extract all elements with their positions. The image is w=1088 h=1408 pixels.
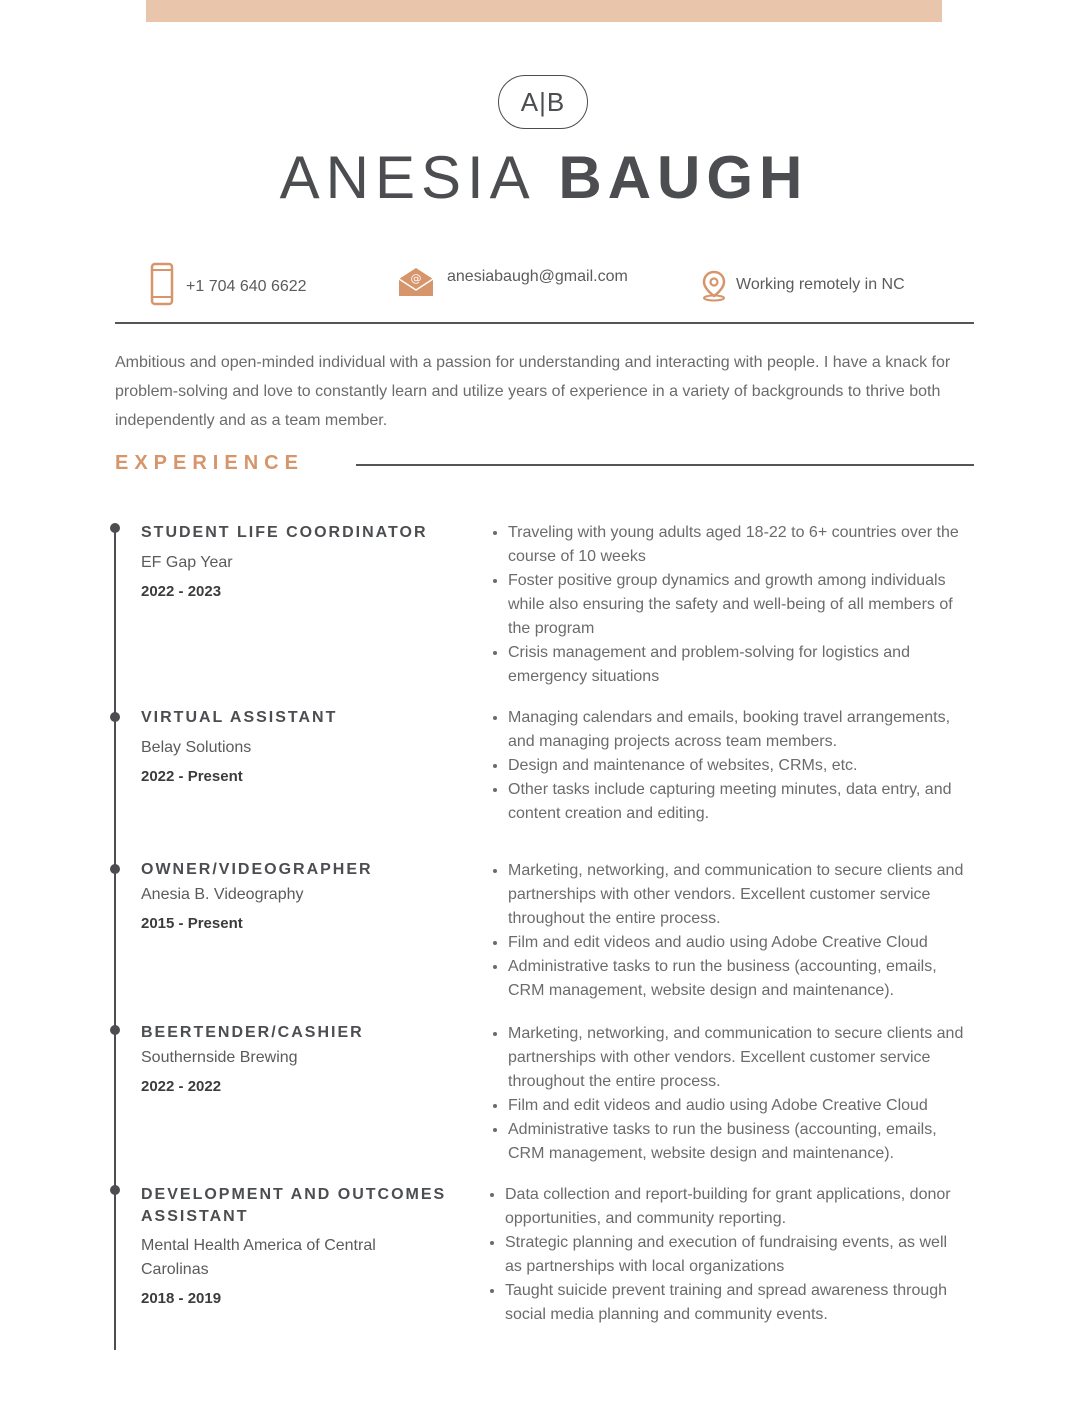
list-item: • Strategic planning and execution of fundraising events, as well as partnerships with local organizations — [505, 1231, 954, 1279]
timeline-dot — [110, 1025, 120, 1035]
list-item: • Other tasks include capturing meeting minutes, data entry, and content creation and editing. — [508, 778, 977, 826]
email-icon — [397, 266, 435, 298]
job-entry — [141, 707, 461, 785]
svg-text:@: @ — [410, 272, 422, 285]
experience-heading: EXPERIENCE — [115, 452, 304, 474]
list-item: • Taught suicide prevent training and spread awareness through social media planning and community events. — [505, 1279, 954, 1327]
header-divider — [115, 322, 974, 324]
job-company: Mental Health America of Central Carolinas — [141, 1237, 376, 1278]
job-bullets — [487, 1022, 977, 1166]
job-entry — [141, 1022, 461, 1095]
list-item: • Film and edit videos and audio using Adobe Creative Cloud — [508, 1094, 977, 1118]
job-title: STUDENT LIFE COORDINATOR — [141, 524, 428, 541]
job-bullets — [487, 859, 977, 1003]
top-accent-bar — [146, 0, 942, 22]
list-item: • Foster positive group dynamics and growth among individuals while also ensuring the safety and well-being of all members of the program — [508, 569, 977, 641]
job-title: OWNER/VIDEOGRAPHER — [141, 861, 373, 878]
contact-email — [397, 266, 628, 298]
page-title — [0, 143, 1088, 212]
timeline-dot — [110, 864, 120, 874]
email-text: anesiabaugh@gmail.com — [447, 268, 628, 285]
job-title: BEERTENDER/CASHIER — [141, 1024, 364, 1041]
list-item: • Administrative tasks to run the business (accounting, emails, CRM management, website design and maintenance). — [508, 955, 977, 1003]
list-item: • Data collection and report-building for grant applications, donor opportunities, and community reporting. — [505, 1183, 954, 1231]
job-company: Anesia B. Videography — [141, 886, 304, 903]
timeline-dot — [110, 523, 120, 533]
experience-divider — [356, 464, 974, 466]
contact-phone — [150, 262, 307, 306]
job-bullets — [487, 521, 977, 689]
job-dates: 2015 - Present — [141, 915, 243, 932]
job-entry — [141, 1184, 451, 1307]
list-item: • Crisis management and problem-solving for logistics and emergency situations — [508, 641, 977, 689]
job-entry — [141, 859, 461, 932]
job-company: Belay Solutions — [141, 739, 252, 756]
phone-icon — [150, 262, 174, 306]
contact-location — [700, 270, 905, 302]
list-item: • Design and maintenance of websites, CRMs, etc. — [508, 754, 977, 778]
job-bullets — [484, 1183, 954, 1327]
timeline-dot — [110, 712, 120, 722]
list-item: • Film and edit videos and audio using Adobe Creative Cloud — [508, 931, 977, 955]
list-item: • Traveling with young adults aged 18-22 to 6+ countries over the course of 10 weeks — [508, 521, 977, 569]
job-title: DEVELOPMENT AND OUTCOMES ASSISTANT — [141, 1186, 447, 1225]
list-item: • Marketing, networking, and communication to secure clients and partnerships with other vendors. Excellent customer service throughout the entire process. — [508, 1022, 977, 1094]
location-text: Working remotely in NC — [736, 276, 905, 293]
job-dates: 2018 - 2019 — [141, 1290, 222, 1307]
last-name: BAUGH — [558, 144, 809, 211]
phone-text: +1 704 640 6622 — [186, 278, 307, 295]
job-company: Southernside Brewing — [141, 1049, 298, 1066]
list-item: • Marketing, networking, and communication to secure clients and partnerships with other vendors. Excellent customer service throughout the entire process. — [508, 859, 977, 931]
monogram: A|B — [498, 75, 588, 129]
job-company: EF Gap Year — [141, 554, 233, 571]
list-item: • Managing calendars and emails, booking travel arrangements, and managing projects across team members. — [508, 706, 977, 754]
timeline-dot — [110, 1185, 120, 1195]
job-dates: 2022 - 2023 — [141, 583, 222, 600]
summary-text: Ambitious and open-minded individual with a passion for understanding and interacting with people. I have a knack for problem-solving and love to constantly learn and utilize years of experience in a variety of backgrounds to thrive both independently and as a team member. — [115, 354, 951, 429]
job-dates: 2022 - Present — [141, 768, 243, 785]
job-entry — [141, 522, 461, 600]
timeline-line — [114, 528, 116, 1350]
job-title: VIRTUAL ASSISTANT — [141, 709, 338, 726]
job-bullets — [487, 706, 977, 826]
job-dates: 2022 - 2022 — [141, 1078, 222, 1095]
first-name: ANESIA — [279, 144, 536, 211]
list-item: • Administrative tasks to run the business (accounting, emails, CRM management, website design and maintenance). — [508, 1118, 977, 1166]
location-icon — [700, 270, 728, 302]
